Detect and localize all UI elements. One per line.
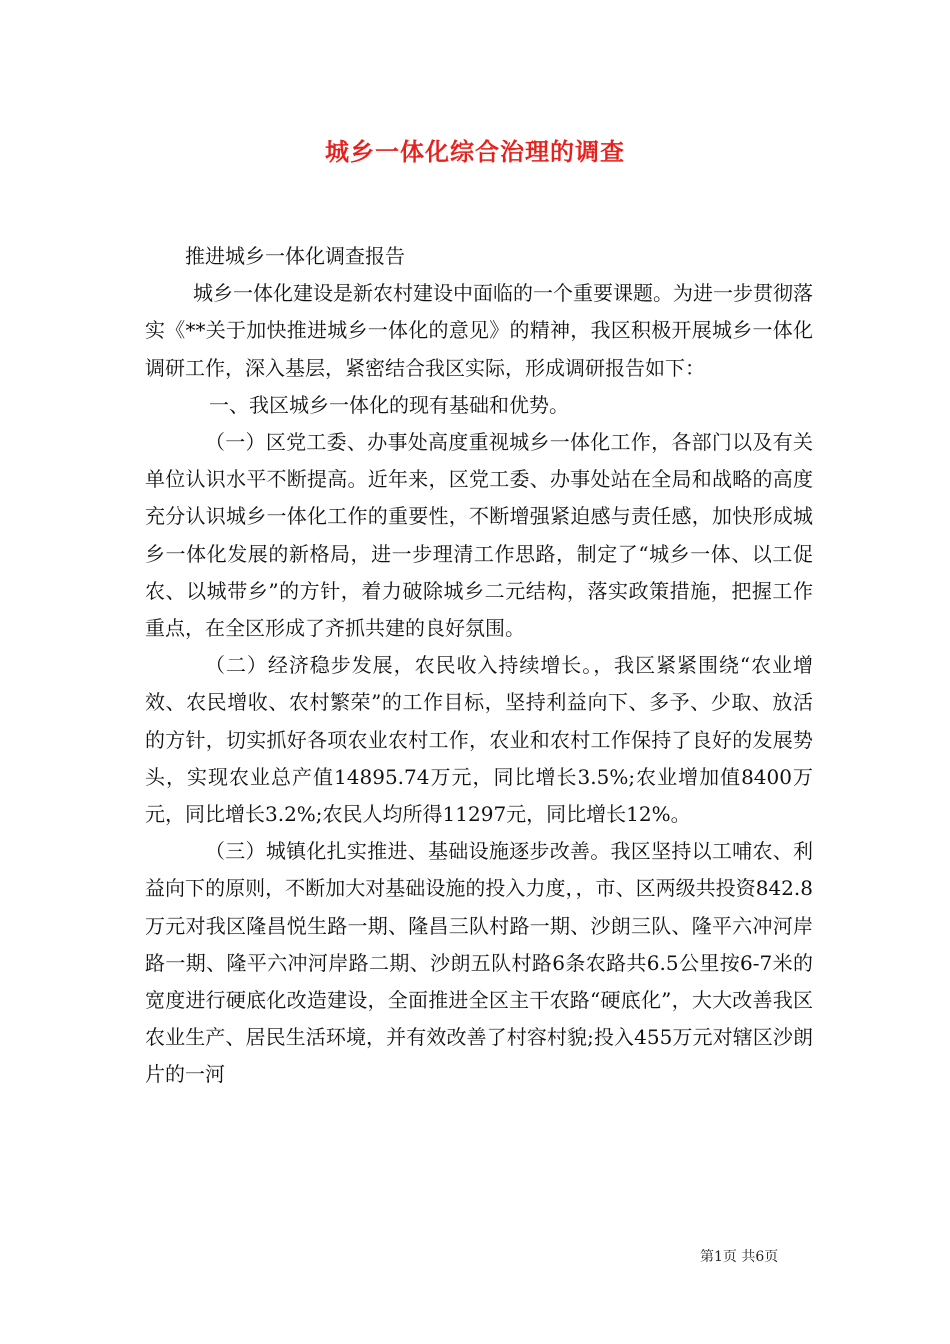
paragraph-intro: 城乡一体化建设是新农村建设中面临的一个重要课题。为进一步贯彻落实《**关于加快推进城乡一体化的意见》的精神，我区积极开展城乡一体化调研工作，深入基层，紧密结合我区实际，形成调研报告如下： xyxy=(145,281,813,380)
paragraph-section-1-1: （一）区党工委、办事处高度重视城乡一体化工作，各部门以及有关单位认识水平不断提高。近年来，区党工委、办事处站在全局和战略的高度充分认识城乡一体化工作的重要性，不断增强紧迫感与责任感，加快形成城乡一体化发展的新格局，进一步理清工作思路，制定了“城乡一体、以工促农、以城带乡”的方针，着力破除城乡二元结构，落实政策措施，把握工作重点，在全区形成了齐抓共建的良好氛围。 xyxy=(145,430,813,641)
paragraph-section-1-3: （三）城镇化扎实推进、基础设施逐步改善。我区坚持以工哺农、利益向下的原则，不断加大对基础设施的投入力度，，市、区两级共投资842.8万元对我区隆昌悦生路一期、隆昌三队村路一期、沙朗三队、隆平六冲河岸路一期、隆平六冲河岸路二期、沙朗五队村路6条农路共6.5公里按6-7米的宽度进行硬底化改造建设，全面推进全区主干农路“硬底化”，大大改善我区农业生产、居民生活环境，并有效改善了村容村貌;投入455万元对辖区沙朗片的一河 xyxy=(145,839,813,1087)
report-subtitle: 推进城乡一体化调查报告 xyxy=(185,244,405,268)
section-heading-1: 一、我区城乡一体化的现有基础和优势。 xyxy=(209,392,569,417)
document-body xyxy=(145,238,813,1094)
paragraph-section-1-2: （二）经济稳步发展，农民收入持续增长。，我区紧紧围绕“农业增效、农民增收、农村繁荣”的工作目标，坚持利益向下、多予、少取、放活的方针，切实抓好各项农业农村工作，农业和农村工作保持了良好的发展势头，实现农业总产值14895.74万元，同比增长3.5%;农业增加值8400万元，同比增长3.2%;农民人均所得11297元，同比增长12%。 xyxy=(145,653,813,827)
document-title: 城乡一体化综合治理的调查 xyxy=(325,137,625,166)
page-footer: 第1页 共6页 xyxy=(700,1249,779,1265)
